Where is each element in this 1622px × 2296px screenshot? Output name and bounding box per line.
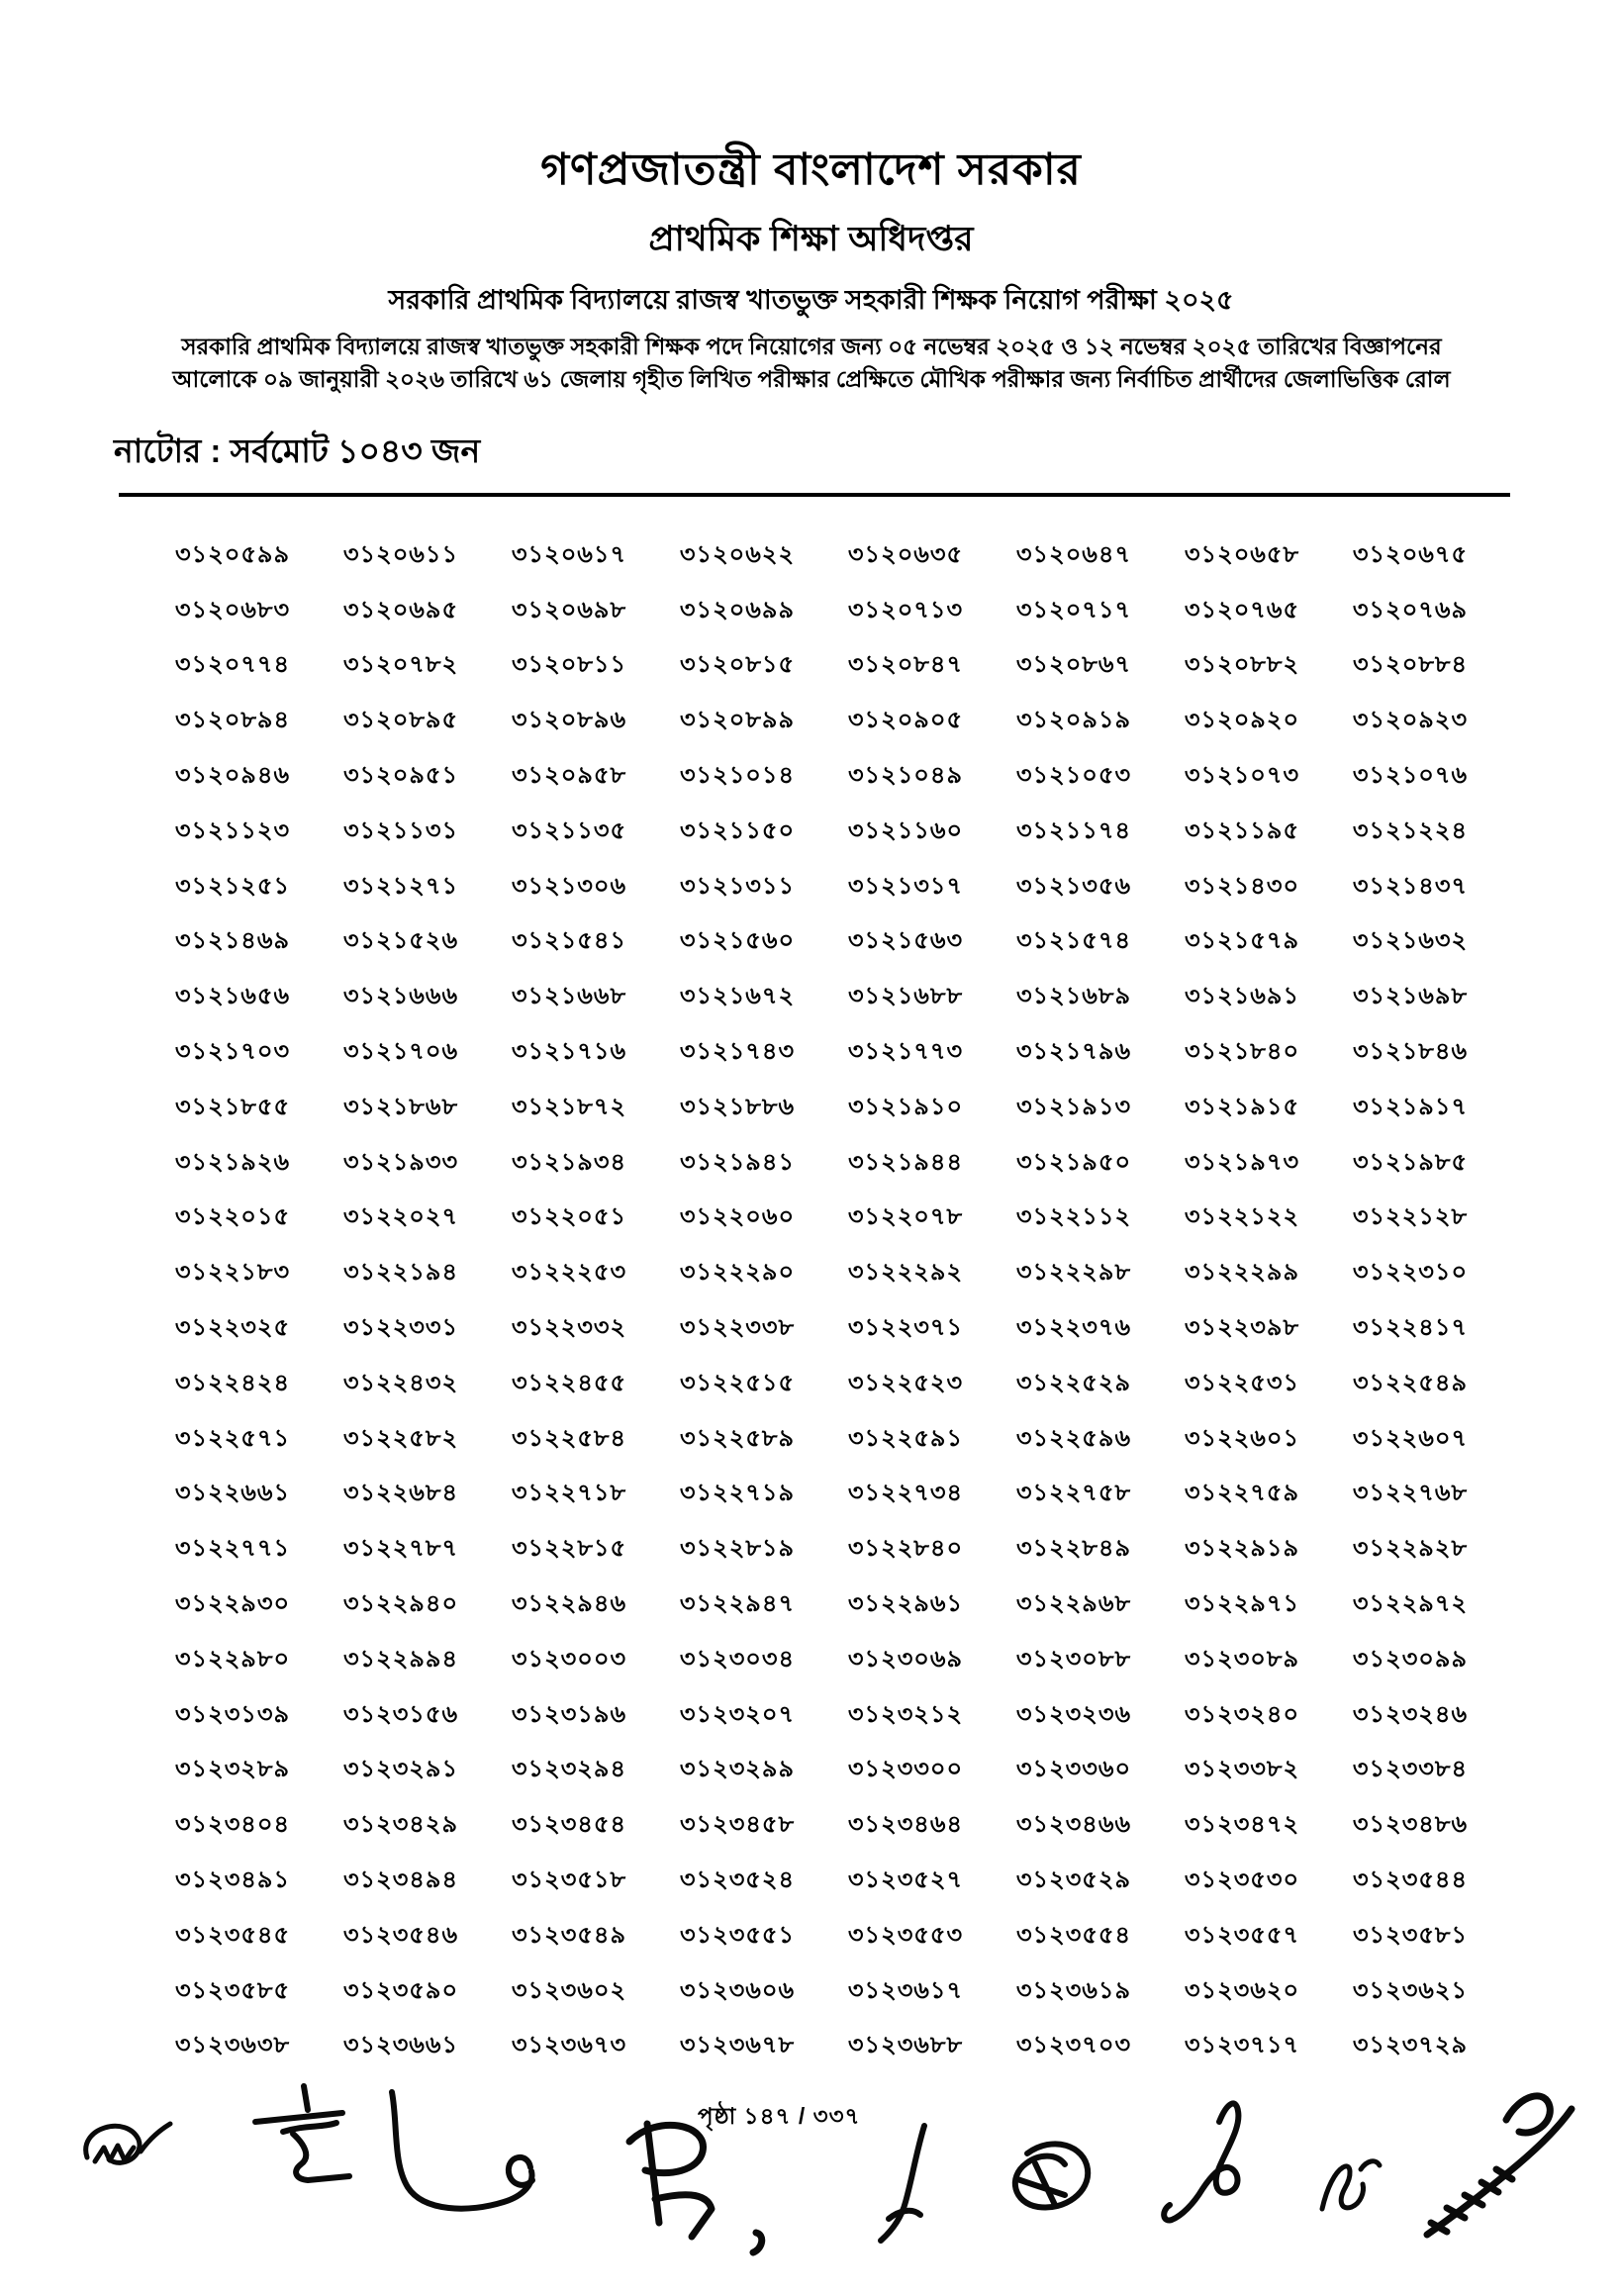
- notice-description-line1: সরকারি প্রাথমিক বিদ্যালয়ে রাজস্ব খাতভুক্ত সহকারী শিক্ষক পদে নিয়োগের জন্য ০৫ নভেম্বর ২০২৫ ও ১২ নভেম্বর ২০২৫ তারিখের বিজ্ঞাপনের: [181, 334, 1442, 359]
- roll-number: ৩১২৩২৯৯: [679, 1756, 796, 1783]
- roll-number: ৩১২৩২৯১: [342, 1756, 459, 1783]
- roll-number: ৩১২২৯৪৬: [511, 1590, 627, 1618]
- roll-number: ৩১২১৮৪০: [1184, 1038, 1300, 1066]
- roll-number: ৩১২২৯৬১: [847, 1590, 964, 1618]
- roll-number: ৩১২০৬৯৮: [511, 596, 627, 623]
- roll-number: ৩১২২৫৮৯: [679, 1424, 796, 1452]
- roll-number: ৩১২২৯৮০: [174, 1645, 291, 1673]
- roll-number: ৩১২১৯১৩: [1015, 1093, 1132, 1120]
- roll-number: ৩১২১২৭১: [342, 872, 459, 900]
- roll-number: ৩১২২৩৯৮: [1184, 1314, 1300, 1342]
- roll-number: ৩১২৩০৮৯: [1184, 1645, 1300, 1673]
- roll-number: ৩১২৩৪৭২: [1184, 1811, 1300, 1839]
- roll-number: ৩১২৩০৯৯: [1352, 1645, 1469, 1673]
- roll-number: ৩১২২৫২৯: [1015, 1369, 1132, 1396]
- roll-number: ৩১২১৫৬৩: [847, 927, 964, 955]
- roll-number: ৩১২২৫৭১: [174, 1424, 291, 1452]
- roll-number: ৩১২২৯৪০: [342, 1590, 459, 1618]
- roll-number: ৩১২৩২১২: [847, 1700, 964, 1728]
- roll-number: ৩১২১১৫০: [679, 816, 796, 844]
- roll-number: ৩১২২২৯৯: [1184, 1259, 1300, 1287]
- roll-number: ৩১২২৯৭২: [1352, 1590, 1469, 1618]
- roll-number: ৩১২১৩১১: [679, 872, 796, 900]
- roll-number: ৩১২২০১৫: [174, 1203, 291, 1231]
- roll-number: ৩১২১২৫১: [174, 872, 291, 900]
- roll-number: ৩১২১৮৪৬: [1352, 1038, 1469, 1066]
- roll-number: ৩১২১৯২৬: [174, 1148, 291, 1176]
- roll-number: ৩১২১৯৪১: [679, 1148, 796, 1176]
- roll-number: ৩১২১৬৩২: [1352, 927, 1469, 955]
- roll-number: ৩১২১১৯৫: [1184, 816, 1300, 844]
- government-title: গণপ্রজাতন্ত্রী বাংলাদেশ সরকার: [540, 145, 1082, 194]
- roll-number: ৩১২৩২৩৬: [1015, 1700, 1132, 1728]
- roll-number: ৩১২১৯৫০: [1015, 1148, 1132, 1176]
- roll-number: ৩১২২৬৬১: [174, 1480, 291, 1507]
- roll-number: ৩১২১৬৯৮: [1352, 983, 1469, 1010]
- roll-number: ৩১২২৪২৪: [174, 1369, 291, 1396]
- roll-number: ৩১২০৮৪৭: [847, 651, 964, 679]
- roll-number: ৩১২১৯১৫: [1184, 1093, 1300, 1120]
- roll-number: ৩১২১৬৮৯: [1015, 983, 1132, 1010]
- roll-number: ৩১২৩৬২১: [1352, 1976, 1469, 2004]
- roll-number: ৩১২০৬৭৫: [1352, 540, 1469, 568]
- roll-number: ৩১২১০৫৩: [1015, 762, 1132, 790]
- signature-mark-2: [255, 2086, 349, 2180]
- roll-number: ৩১২৩৫৪৪: [1352, 1866, 1469, 1894]
- roll-number: ৩১২৩৫৫৪: [1015, 1921, 1132, 1949]
- roll-number: ৩১২২৯২৮: [1352, 1535, 1469, 1563]
- exam-title: সরকারি প্রাথমিক বিদ্যালয়ে রাজস্ব খাতভুক্ত সহকারী শিক্ষক নিয়োগ পরীক্ষা ২০২৫: [388, 285, 1234, 315]
- roll-number: ৩১২২৩৩৮: [679, 1314, 796, 1342]
- roll-number: ৩১২৩২৪০: [1184, 1700, 1300, 1728]
- roll-number: ৩১২৩৩৬০: [1015, 1756, 1132, 1783]
- roll-number: ৩১২২৩২৫: [174, 1314, 291, 1342]
- roll-number: ৩১২৩১৫৬: [342, 1700, 459, 1728]
- roll-number: ৩১২১৯৪৪: [847, 1148, 964, 1176]
- roll-number: ৩১২৩৫৫১: [679, 1921, 796, 1949]
- roll-number: ৩১২৩৪৯৪: [342, 1866, 459, 1894]
- roll-number: ৩১২০৮৮৪: [1352, 651, 1469, 679]
- roll-number: ৩১২১৭১৬: [511, 1038, 627, 1066]
- roll-number: ৩১২২৮১৯: [679, 1535, 796, 1563]
- roll-number: ৩১২১৯১০: [847, 1093, 964, 1120]
- roll-number: ৩১২৩৫৪৫: [174, 1921, 291, 1949]
- roll-number: ৩১২০৯২০: [1184, 707, 1300, 734]
- roll-number: ৩১২১৯৩৪: [511, 1148, 627, 1176]
- roll-number: ৩১২৩৬৬১: [342, 2032, 459, 2059]
- roll-number: ৩১২২৬০১: [1184, 1424, 1300, 1452]
- roll-number: ৩১২১৮৭২: [511, 1093, 627, 1120]
- roll-number: ৩১২১৭৯৬: [1015, 1038, 1132, 1066]
- roll-number: ৩১২০৮৯৪: [174, 707, 291, 734]
- roll-number: ৩১২১৯৭৩: [1184, 1148, 1300, 1176]
- roll-number: ৩১২৩৬১৭: [847, 1976, 964, 2004]
- roll-number: ৩১২৩৪৬৬: [1015, 1811, 1132, 1839]
- roll-number: ৩১২১৭০৬: [342, 1038, 459, 1066]
- roll-number: ৩১২৩৬৭৩: [511, 2032, 627, 2059]
- roll-number: ৩১২৩৩৮৪: [1352, 1756, 1469, 1783]
- roll-number: ৩১২২৩১০: [1352, 1259, 1469, 1287]
- roll-number: ৩১২১৬৬৮: [511, 983, 627, 1010]
- roll-number: ৩১২১৩৫৬: [1015, 872, 1132, 900]
- roll-number: ৩১২১১৭৪: [1015, 816, 1132, 844]
- roll-number: ৩১২৩৫৪৬: [342, 1921, 459, 1949]
- roll-number: ৩১২১৯৩৩: [342, 1148, 459, 1176]
- roll-number: ৩১২২১২২: [1184, 1203, 1300, 1231]
- roll-number: ৩১২০৮১১: [511, 651, 627, 679]
- roll-number: ৩১২২৮৪৯: [1015, 1535, 1132, 1563]
- roll-number: ৩১২৩২০৭: [679, 1700, 796, 1728]
- roll-number: ৩১২২৯১৯: [1184, 1535, 1300, 1563]
- roll-number: ৩১২২৫৪৯: [1352, 1369, 1469, 1396]
- roll-number: ৩১২২৫৯৬: [1015, 1424, 1132, 1452]
- roll-number: ৩১২১৬৮৮: [847, 983, 964, 1010]
- roll-number: ৩১২০৯৫১: [342, 762, 459, 790]
- roll-number: ৩১২২৩৭১: [847, 1314, 964, 1342]
- roll-number: ৩১২৩৬৭৮: [679, 2032, 796, 2059]
- roll-number: ৩১২১১২৩: [174, 816, 291, 844]
- roll-number: ৩১২২০৫১: [511, 1203, 627, 1231]
- roll-number: ৩১২২৫১৫: [679, 1369, 796, 1396]
- roll-number: ৩১২৩৪৮৬: [1352, 1811, 1469, 1839]
- roll-number: ৩১২০৬৯৫: [342, 596, 459, 623]
- roll-number: ৩১২১৪৬৯: [174, 927, 291, 955]
- roll-number: ৩১২২৯৯৪: [342, 1645, 459, 1673]
- roll-number: ৩১২০৯৪৬: [174, 762, 291, 790]
- roll-number: ৩১২০৬১৭: [511, 540, 627, 568]
- roll-number: ৩১২০৯০৫: [847, 707, 964, 734]
- signature-mark-8: [1322, 2161, 1380, 2209]
- roll-number: ৩১২৩২৯৪: [511, 1756, 627, 1783]
- roll-number: ৩১২৩৪২৯: [342, 1811, 459, 1839]
- roll-number: ৩১২৩২৮৯: [174, 1756, 291, 1783]
- roll-number: ৩১২১০৪৯: [847, 762, 964, 790]
- roll-number: ৩১২১৮৮৬: [679, 1093, 796, 1120]
- roll-number: ৩১২০৬২২: [679, 540, 796, 568]
- roll-number: ৩১২২৬৮৪: [342, 1480, 459, 1507]
- roll-number: ৩১২৩৬১৯: [1015, 1976, 1132, 2004]
- signature-mark-3: [392, 2092, 532, 2209]
- roll-number: ৩১২০৮৬৭: [1015, 651, 1132, 679]
- roll-number: ৩১২২৩৩১: [342, 1314, 459, 1342]
- notice-description: [109, 331, 1514, 396]
- roll-number: ৩১২৩৬৮৮: [847, 2032, 964, 2059]
- roll-number: ৩১২৩৪৫৪: [511, 1811, 627, 1839]
- roll-number: ৩১২১৭০৩: [174, 1038, 291, 1066]
- roll-number: ৩১২২১৮৩: [174, 1259, 291, 1287]
- roll-number: ৩১২২২৯২: [847, 1259, 964, 1287]
- roll-number: ৩১২০৬১১: [342, 540, 459, 568]
- roll-number: ৩১২১১৩১: [342, 816, 459, 844]
- roll-number: ৩১২৩৬২০: [1184, 1976, 1300, 2004]
- handwritten-signatures: [0, 2058, 1622, 2296]
- roll-number: ৩১২২৭৩৪: [847, 1480, 964, 1507]
- roll-number: ৩১২২৬০৭: [1352, 1424, 1469, 1452]
- roll-number: ৩১২০৮৯৫: [342, 707, 459, 734]
- roll-number: ৩১২২২৯৮: [1015, 1259, 1132, 1287]
- signature-mark-5: [881, 2126, 924, 2241]
- roll-number: ৩১২২১১২: [1015, 1203, 1132, 1231]
- roll-number: ৩১২৩২৪৬: [1352, 1700, 1469, 1728]
- roll-number: ৩১২৩৫২৭: [847, 1866, 964, 1894]
- roll-number: ৩১২৩৭১৭: [1184, 2032, 1300, 2059]
- roll-number: ৩১২২০৭৮: [847, 1203, 964, 1231]
- roll-number: ৩১২১৮৬৮: [342, 1093, 459, 1120]
- roll-number: ৩১২২৯৬৮: [1015, 1590, 1132, 1618]
- roll-number: ৩১২২৭৫৮: [1015, 1480, 1132, 1507]
- roll-number: ৩১২২১৯৪: [342, 1259, 459, 1287]
- roll-number: ৩১২৩৬০৬: [679, 1976, 796, 2004]
- roll-number: ৩১২৩৩৮২: [1184, 1756, 1300, 1783]
- roll-number: ৩১২১৫৭৪: [1015, 927, 1132, 955]
- roll-number: ৩১২১৫৪১: [511, 927, 627, 955]
- roll-number: ৩১২১২২৪: [1352, 816, 1469, 844]
- roll-number: ৩১২৩৪৯১: [174, 1866, 291, 1894]
- roll-number: ৩১২২৪৩২: [342, 1369, 459, 1396]
- roll-number: ৩১২১০৭৬: [1352, 762, 1469, 790]
- roll-number: ৩১২০৭৬৯: [1352, 596, 1469, 623]
- roll-number: ৩১২৩৪০৪: [174, 1811, 291, 1839]
- roll-number: ৩১২২৫৮২: [342, 1424, 459, 1452]
- roll-number: ৩১২৩৬৩৮: [174, 2032, 291, 2059]
- roll-number: ৩১২১০৭৩: [1184, 762, 1300, 790]
- roll-number: ৩১২২৫৮৪: [511, 1424, 627, 1452]
- signature-mark-4: [629, 2124, 762, 2252]
- roll-number: ৩১২২৮১৫: [511, 1535, 627, 1563]
- roll-number: ৩১২১৭৪৩: [679, 1038, 796, 1066]
- roll-number: ৩১২১৮৫৫: [174, 1093, 291, 1120]
- roll-number: ৩১২২৮৪০: [847, 1535, 964, 1563]
- roll-number: ৩১২৩৩০০: [847, 1756, 964, 1783]
- roll-number: ৩১২৩৫৩০: [1184, 1866, 1300, 1894]
- roll-number: ৩১২২৭৮৭: [342, 1535, 459, 1563]
- roll-number: ৩১২২৭৫৯: [1184, 1480, 1300, 1507]
- roll-number: ৩১২৩০০৩: [511, 1645, 627, 1673]
- roll-number: ৩১২১১৬০: [847, 816, 964, 844]
- roll-number: ৩১২৩৭২৯: [1352, 2032, 1469, 2059]
- roll-number: ৩১২৩০৮৮: [1015, 1645, 1132, 1673]
- department-title: প্রাথমিক শিক্ষা অধিদপ্তর: [648, 220, 974, 258]
- roll-number: ৩১২০৮৯৬: [511, 707, 627, 734]
- roll-number: ৩১২০৫৯৯: [174, 540, 291, 568]
- roll-grid: [148, 528, 1494, 2074]
- roll-number: ৩১২৩১৩৯: [174, 1700, 291, 1728]
- roll-number: ৩১২৩৭০৩: [1015, 2032, 1132, 2059]
- roll-number: ৩১২১৯১৭: [1352, 1093, 1469, 1120]
- roll-number: ৩১২১১৩৫: [511, 816, 627, 844]
- roll-number: ৩১২৩৫৪৯: [511, 1921, 627, 1949]
- roll-number: ৩১২০৭৭৪: [174, 651, 291, 679]
- roll-number: ৩১২২৭১৮: [511, 1480, 627, 1507]
- roll-number: ৩১২১৯৮৫: [1352, 1148, 1469, 1176]
- roll-number: ৩১২২০২৭: [342, 1203, 459, 1231]
- notice-description-line2: আলোকে ০৯ জানুয়ারী ২০২৬ তারিখে ৬১ জেলায় গৃহীত লিখিত পরীক্ষার প্রেক্ষিতে মৌখিক পরীক্ষার জন্য নির্বাচিত প্রার্থীদের জেলাভিত্তিক রোল: [172, 366, 1451, 392]
- page-number-label: পৃষ্ঠা ১৪৭ / ৩৩৭: [698, 2103, 861, 2129]
- roll-number: ৩১২২৫২৩: [847, 1369, 964, 1396]
- roll-number: ৩১২০৯২৩: [1352, 707, 1469, 734]
- roll-number: ৩১২২২৫৩: [511, 1259, 627, 1287]
- roll-number: ৩১২৩৫৫৭: [1184, 1921, 1300, 1949]
- horizontal-divider: [119, 493, 1510, 497]
- roll-number: ৩১২০৯৫৮: [511, 762, 627, 790]
- roll-number: ৩১২২৫৩১: [1184, 1369, 1300, 1396]
- roll-number: ৩১২৩৫২৯: [1015, 1866, 1132, 1894]
- roll-number: ৩১২১৭৭৩: [847, 1038, 964, 1066]
- roll-number: ৩১২১৬৫৬: [174, 983, 291, 1010]
- roll-number: ৩১২০৭১৭: [1015, 596, 1132, 623]
- roll-number: ৩১২২৪৫৫: [511, 1369, 627, 1396]
- roll-number: ৩১২০৬৫৮: [1184, 540, 1300, 568]
- roll-number: ৩১২১৪৩০: [1184, 872, 1300, 900]
- roll-number: ৩১২২৪১৭: [1352, 1314, 1469, 1342]
- roll-number: ৩১২৩৫৫৩: [847, 1921, 964, 1949]
- roll-number: ৩১২০৬৮৩: [174, 596, 291, 623]
- roll-number: ৩১২২৩৩২: [511, 1314, 627, 1342]
- roll-number: ৩১২১০১৪: [679, 762, 796, 790]
- roll-number: ৩১২০৭১৩: [847, 596, 964, 623]
- roll-number: ৩১২১৬৭২: [679, 983, 796, 1010]
- signature-mark-7: [1164, 2103, 1238, 2220]
- roll-number: ৩১২২৩৭৬: [1015, 1314, 1132, 1342]
- roll-number: ৩১২০৭৬৫: [1184, 596, 1300, 623]
- signature-mark-9: [1427, 2096, 1572, 2235]
- signature-mark-6: [1015, 2144, 1088, 2207]
- roll-number: ৩১২১৩১৭: [847, 872, 964, 900]
- roll-number: ৩১২০৮৮২: [1184, 651, 1300, 679]
- roll-number: ৩১২৩৪৬৪: [847, 1811, 964, 1839]
- roll-number: ৩১২০৬৩৫: [847, 540, 964, 568]
- roll-number: ৩১২১৫৬০: [679, 927, 796, 955]
- roll-number: ৩১২৩৫১৮: [511, 1866, 627, 1894]
- roll-number: ৩১২২৭১৯: [679, 1480, 796, 1507]
- roll-number: ৩১২১৫২৬: [342, 927, 459, 955]
- roll-number: ৩১২২০৬০: [679, 1203, 796, 1231]
- roll-number: ৩১২০৮১৫: [679, 651, 796, 679]
- district-heading: নাটোর : সর্বমোট ১০৪৩ জন: [114, 432, 481, 469]
- roll-number: ৩১২০৬৪৭: [1015, 540, 1132, 568]
- roll-number: ৩১২০৮৯৯: [679, 707, 796, 734]
- roll-number: ৩১২১৬৬৬: [342, 983, 459, 1010]
- roll-number: ৩১২৩১৯৬: [511, 1700, 627, 1728]
- roll-number: ৩১২২৭৭১: [174, 1535, 291, 1563]
- roll-number: ৩১২৩৪৫৮: [679, 1811, 796, 1839]
- roll-number: ৩১২১৪৩৭: [1352, 872, 1469, 900]
- roll-number: ৩১২৩৫৯০: [342, 1976, 459, 2004]
- roll-number: ৩১২০৯১৯: [1015, 707, 1132, 734]
- roll-number: ৩১২২৯৭১: [1184, 1590, 1300, 1618]
- roll-number: ৩১২৩০৩৪: [679, 1645, 796, 1673]
- roll-number: ৩১২৩৫২৪: [679, 1866, 796, 1894]
- roll-number: ৩১২২৯৩০: [174, 1590, 291, 1618]
- roll-number: ৩১২৩৫৮১: [1352, 1921, 1469, 1949]
- roll-number: ৩১২৩৬০২: [511, 1976, 627, 2004]
- roll-number: ৩১২০৭৮২: [342, 651, 459, 679]
- roll-number: ৩১২২৫৯১: [847, 1424, 964, 1452]
- roll-number: ৩১২১৩০৬: [511, 872, 627, 900]
- roll-number: ৩১২২২৯০: [679, 1259, 796, 1287]
- roll-number: ৩১২১৬৯১: [1184, 983, 1300, 1010]
- roll-number: ৩১২৩৫৮৫: [174, 1976, 291, 2004]
- roll-number: ৩১২২৯৪৭: [679, 1590, 796, 1618]
- roll-number: ৩১২২৭৬৮: [1352, 1480, 1469, 1507]
- roll-number: ৩১২২১২৮: [1352, 1203, 1469, 1231]
- roll-number: ৩১২৩০৬৯: [847, 1645, 964, 1673]
- signature-mark-1: [86, 2124, 170, 2162]
- roll-number: ৩১২১৫৭৯: [1184, 927, 1300, 955]
- roll-number: ৩১২০৬৯৯: [679, 596, 796, 623]
